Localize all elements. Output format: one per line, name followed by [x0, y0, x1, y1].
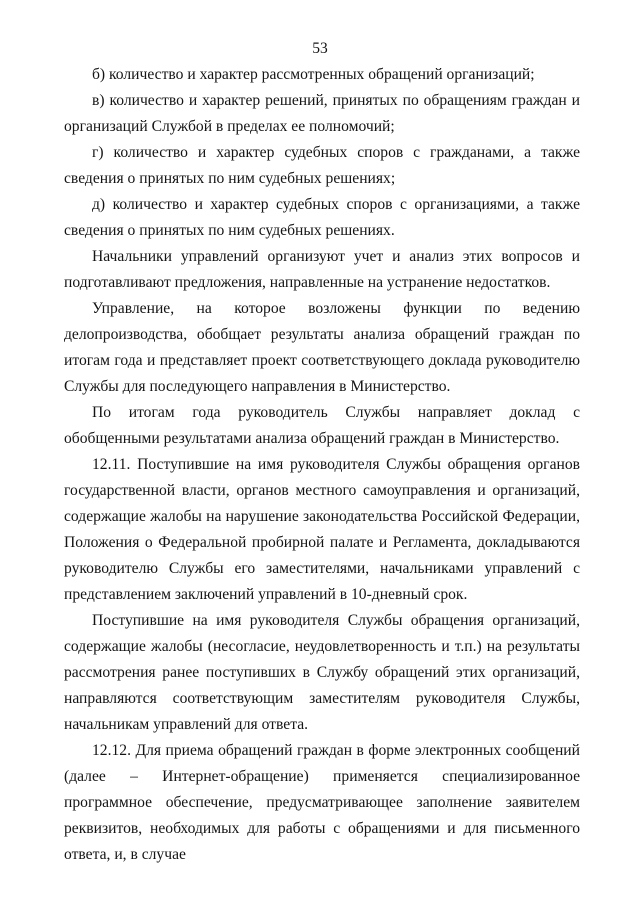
paragraph-g-court-citizens: г) количество и характер судебных споров с гражданами, а также сведения о принятых по ним судебных решениях;: [64, 144, 580, 187]
paragraph-d-court-organizations: д) количество и характер судебных споров с организациями, а также сведения о принятых по ним судебных решениях.: [64, 196, 580, 239]
paragraph-b-organizations: б) количество и характер рассмотренных обращений организаций;: [92, 66, 535, 83]
paragraph-annual-report: По итогам года руководитель Службы направляет доклад с обобщенными результатами анализа обращений граждан в Министерство.: [64, 404, 580, 447]
page-number: 53: [312, 40, 328, 57]
document-body: [64, 62, 580, 868]
paragraph-records-office: Управление, на которое возложены функции по ведению делопроизводства, обобщает результаты анализа обращений граждан по итогам года и представляет проект соответствующего доклада руководителю Службы для последующего направления в Министерство.: [64, 300, 580, 395]
paragraph-v-decisions: в) количество и характер решений, принятых по обращениям граждан и организаций Службой в пределах ее полномочий;: [64, 92, 580, 135]
paragraph-organization-complaints: Поступившие на имя руководителя Службы обращения организаций, содержащие жалобы (несогласие, неудовлетворенность и т.п.) на результаты рассмотрения ранее поступивших в Службу обращений этих организаций, направляются соответствующим заместителям руководителя Службы, начальникам управлений для ответа.: [64, 612, 580, 733]
paragraph-12-12: 12.12. Для приема обращений граждан в форме электронных сообщений (далее – Интернет-обращение) применяется специализированное программное обеспечение, предусматривающее заполнение заявителем реквизитов, необходимых для работы с обращениями и для письменного ответа, и, в случае: [64, 742, 580, 863]
paragraph-12-11: 12.11. Поступившие на имя руководителя Службы обращения органов государственной власти, органов местного самоуправления и организаций, содержащие жалобы на нарушение законодательства Российской Федерации, Положения о Федеральной пробирной палате и Регламента, докладываются руководителю Службы его заместителями, начальниками управлений с представлением заключений управлений в 10-дневный срок.: [64, 456, 580, 603]
paragraph-heads-analysis: Начальники управлений организуют учет и анализ этих вопросов и подготавливают предложения, направленные на устранение недостатков.: [64, 248, 580, 291]
